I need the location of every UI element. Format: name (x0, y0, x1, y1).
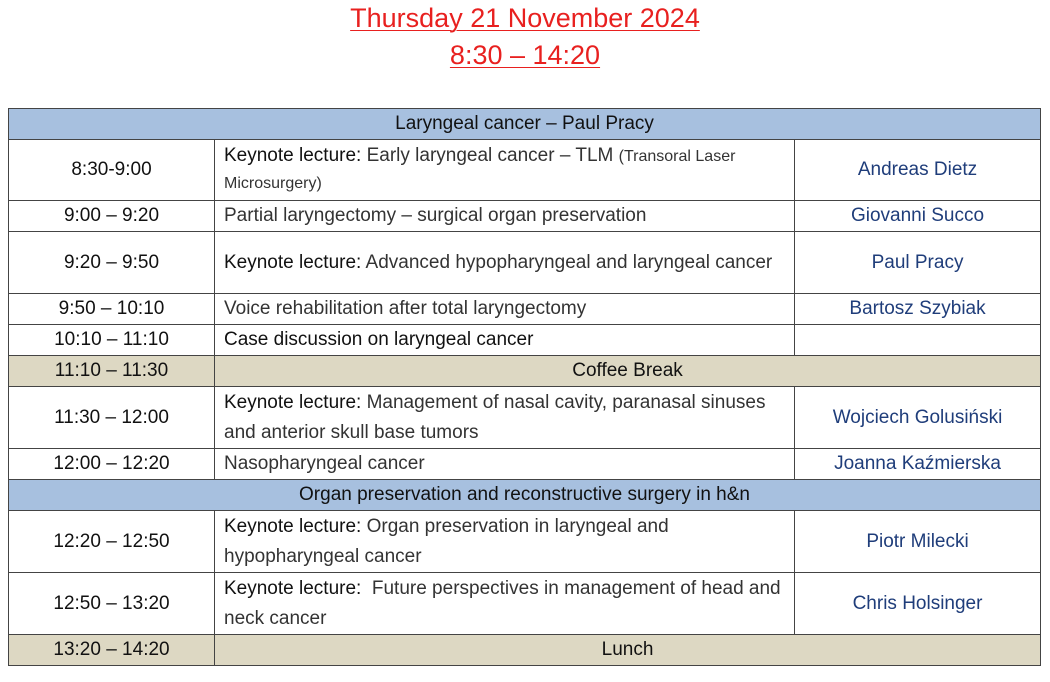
speaker-name (795, 325, 1041, 356)
schedule-date: Thursday 21 November 2024 (350, 3, 700, 33)
section-title: Organ preservation and reconstructive surgery in h&n (9, 480, 1041, 511)
keynote-label: Keynote lecture: (224, 251, 362, 273)
session-title: Case discussion on laryngeal cancer (215, 325, 795, 356)
table-row (9, 325, 1041, 356)
session-title: Future perspectives in management of head and neck cancer (224, 577, 786, 629)
speaker-name: Joanna Kaźmierska (795, 449, 1041, 480)
table-row (9, 140, 1041, 201)
session-title: Organ preservation in laryngeal and hypopharyngeal cancer (224, 515, 669, 567)
session-note: (Transoral Laser Microsurgery) (224, 148, 736, 192)
schedule-table (8, 108, 1041, 666)
speaker-name: Bartosz Szybiak (795, 294, 1041, 325)
session-time: 12:00 – 12:20 (9, 449, 215, 480)
session-title-cell (215, 232, 795, 294)
session-title: Advanced hypopharyngeal and laryngeal cancer (361, 251, 773, 273)
session-title-cell (215, 573, 795, 635)
table-row (9, 201, 1041, 232)
keynote-label: Keynote lecture: (224, 515, 362, 537)
session-title: Partial laryngectomy – surgical organ preservation (215, 201, 795, 232)
table-row (9, 511, 1041, 573)
session-title-cell (215, 140, 795, 201)
session-title: Management of nasal cavity, paranasal sinuses and anterior skull base tumors (224, 391, 766, 443)
speaker-name: Piotr Milecki (795, 511, 1041, 573)
speaker-name: Wojciech Golusiński (795, 387, 1041, 449)
session-title-cell (215, 387, 795, 449)
session-time: 9:50 – 10:10 (9, 294, 215, 325)
speaker-name: Andreas Dietz (795, 140, 1041, 201)
session-time: 12:50 – 13:20 (9, 573, 215, 635)
table-row (9, 294, 1041, 325)
keynote-label: Keynote lecture: (224, 391, 362, 413)
break-label: Lunch (215, 635, 1041, 666)
session-time: 8:30-9:00 (9, 140, 215, 201)
table-row (9, 232, 1041, 294)
table-row (9, 449, 1041, 480)
session-time: 9:00 – 9:20 (9, 201, 215, 232)
speaker-name: Chris Holsinger (795, 573, 1041, 635)
speaker-name: Giovanni Succo (795, 201, 1041, 232)
table-row (9, 573, 1041, 635)
keynote-label: Keynote lecture: (224, 577, 362, 599)
break-row (9, 356, 1041, 387)
table-row (9, 387, 1041, 449)
break-time: 11:10 – 11:30 (9, 356, 215, 387)
section-title: Laryngeal cancer – Paul Pracy (9, 109, 1041, 140)
session-time: 11:30 – 12:00 (9, 387, 215, 449)
section-header-row (9, 109, 1041, 140)
break-label: Coffee Break (215, 356, 1041, 387)
break-time: 13:20 – 14:20 (9, 635, 215, 666)
session-title: Early laryngeal cancer – TLM (361, 145, 619, 166)
break-row (9, 635, 1041, 666)
session-time: 10:10 – 11:10 (9, 325, 215, 356)
session-title: Voice rehabilitation after total laryngectomy (215, 294, 795, 325)
schedule-time-range: 8:30 – 14:20 (449, 40, 601, 70)
session-time: 9:20 – 9:50 (9, 232, 215, 294)
speaker-name: Paul Pracy (795, 232, 1041, 294)
keynote-label: Keynote lecture: (224, 145, 362, 166)
session-time: 12:20 – 12:50 (9, 511, 215, 573)
section-header-row (9, 480, 1041, 511)
session-title-cell (215, 511, 795, 573)
session-title: Nasopharyngeal cancer (215, 449, 795, 480)
